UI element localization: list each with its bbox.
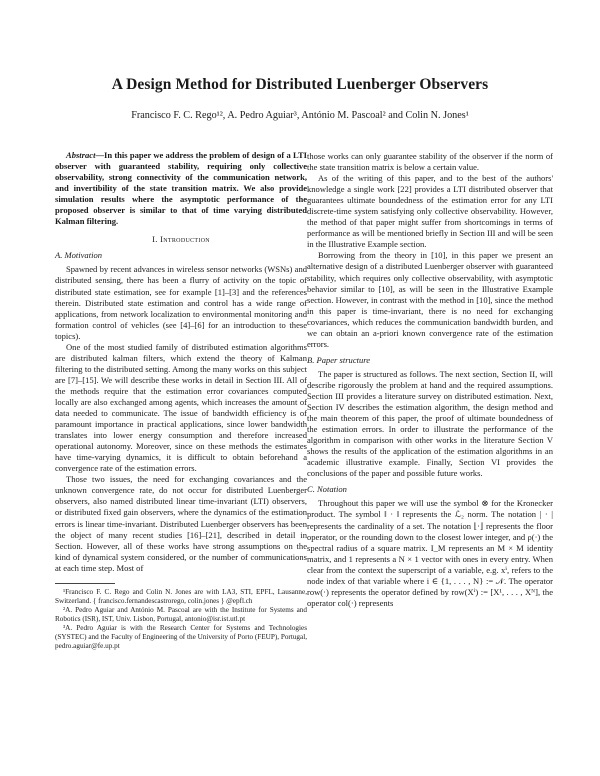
paper-title: A Design Method for Distributed Luenberger Observers bbox=[111, 76, 489, 93]
abstract-text: In this paper we address the problem of design of a LTI observer with guaranteed stability, requiring only collective observability, strong connectivity of the communication network, and invertibility of the state transition matrix. We also provide simulation results where the asymptotic performance of the proposed observer is similar to that of time varying distributed Kalman filtering. bbox=[55, 150, 307, 227]
abstract-label: Abstract bbox=[66, 150, 96, 160]
paragraph: those works can only guarantee stability of the observer if the norm of the state transition matrix is below a certain value. bbox=[307, 151, 553, 173]
footnote: ²A. Pedro Aguiar and António M. Pascoal are with the Institute for Systems and Robotics (ISR), IST, Univ. Lisbon, Portugal, antonio@isr.ist.utl.pt bbox=[55, 605, 307, 623]
section-heading-introduction: I. Introduction bbox=[152, 234, 210, 245]
author-list: Francisco F. C. Rego¹², A. Pedro Aguiar³, António M. Pascoal² and Colin N. Jones¹ bbox=[131, 110, 469, 121]
footnote: ³A. Pedro Aguiar is with the Research Center for Systems and Technologies (SYSTEC) and the Faculty of Engineering of the University of Porto (FEUP), Portugal, pedro.aguiar@fe.up.pt bbox=[55, 623, 307, 650]
footnote-divider bbox=[55, 583, 115, 584]
paragraph: Throughout this paper we will use the symbol ⊗ for the Kronecker product. The symbol ‖ · ‖ represents the ℒ₂ norm. The notation | · | represents the cardinality of a set. The notation ⌊·⌋ represents the floor operator, or the rounding down to the closest lower integer, and ρ(·) the spectral radius of a square matrix. I_M represents an M × M identity matrix, and 1 represents a N × 1 vector with ones in every entry. When clear from the context the superscript of a variable, e.g. xⁱ, refers to the node index of that variable where i ∈ {1, . . . , N} := 𝒩. The operator row(·) represents the operator defined by row(Xⁱ) := [X¹, . . . , Xᴺ], the operator col(·) represents bbox=[307, 498, 553, 608]
subsection-heading-paper-structure: B. Paper structure bbox=[307, 354, 371, 365]
subsection-heading-motivation: A. Motivation bbox=[55, 250, 102, 261]
paragraph: One of the most studied family of distributed estimation algorithms are distributed kalman filters, which extend the theory of Kalman filtering to the distributed setting. Among the many works on this subject are [7]–[15]. We will describe these works in detail in Section III. All of the methods require that the estimation error covariances computed locally are also exchanged among agents, which increases the amount of data needed to communicate. The issue of bandwidth efficiency is of paramount importance in practical applications, since lower bandwidth translates into lower energy consumption and therefore increased operational autonomy. Moreover, since on these methods the estimates have time-varying dynamics, it is difficult to obtain beforehand a convergence rate of the estimation errors. bbox=[55, 341, 307, 474]
paragraph: Spawned by recent advances in wireless sensor networks (WSNs) and distributed sensing, there has been a flurry of activity on the topic of distributed state estimation, see for example [1]–[3] and the references therein. Distributed state estimation and control has a wide range of applications, from network localization to environmental monitoring and formation control of vehicles (see [4]–[6] for an introduction to these topics). bbox=[55, 264, 307, 341]
paragraph: The paper is structured as follows. The next section, Section II, will describe rigorously the problem at hand and the required assumptions. Section III provides a literature survey on distributed estimation. Next, Section IV describes the estimation algorithm, the design method and the main theorem of this paper, the proof of ultimate boundedness of the estimation errors. In order to illustrate the performance of the algorithm in comparison with other works in the literature Section V shows the results of the application of the estimation algorithms in an academic illustrative example. Finally, Section VI provides the conclusions of the paper and possible future works. bbox=[307, 368, 553, 479]
paragraph: Those two issues, the need for exchanging covariances and the unknown convergence rate, do not occur for distributed Luenberger observers, also named distributed linear time-invariant (LTI) observers, or distributed fixed gain observers, where the dynamics of the estimation errors is linear time-invariant. Distributed Luenberger observers has been the object of many recent studies [16]–[21], described in detail in Section. However, all of these works have strong assumptions on the kind of dynamical system considered, or the number of communications at each time step. Most of bbox=[55, 474, 307, 573]
right-column bbox=[307, 151, 553, 609]
left-column bbox=[55, 150, 307, 651]
subsection-heading-notation: C. Notation bbox=[307, 484, 347, 495]
abstract: Abstract—In this paper we address the problem of design of a LTI observer with guaranteed stability, requiring only collective observability, strong connectivity of the communication network, and invertibility of the state transition matrix. We also provide simulation results where the asymptotic performance of the proposed observer is similar to that of time varying distributed Kalman filtering. bbox=[55, 150, 307, 227]
footnote: ¹Francisco F. C. Rego and Colin N. Jones are with LA3, STI, EPFL, Lausanne, Switzerland. { francisco.fernandescastrorego, colin.jones } @epfl.ch bbox=[55, 587, 307, 605]
paragraph: Borrowing from the theory in [10], in this paper we present an alternative design of a distributed Luenberger observer with guaranteed stability, which requires only collective observability, with asymptotic behavior similar to [10], as will be seen in the Illustrative Example section. However, in contrast with the method in [10], since the method in this paper is time-invariant, there is no need for exchanging covariances, which reduces the communication bandwidth burden, and we can obtain an a-priori known convergence rate of the estimation errors. bbox=[307, 250, 553, 349]
paragraph: As of the writing of this paper, and to the best of the authors' knowledge a single work [22] provides a LTI distributed observer that guarantees ultimate boundedness of the estimation error for any LTI discrete-time system satisfying only collective observability. However, the method of that paper might suffer from shortcomings in terms of performance as will be mentioned briefly in Section III and will be seen in the Illustrative Example section. bbox=[307, 173, 553, 250]
